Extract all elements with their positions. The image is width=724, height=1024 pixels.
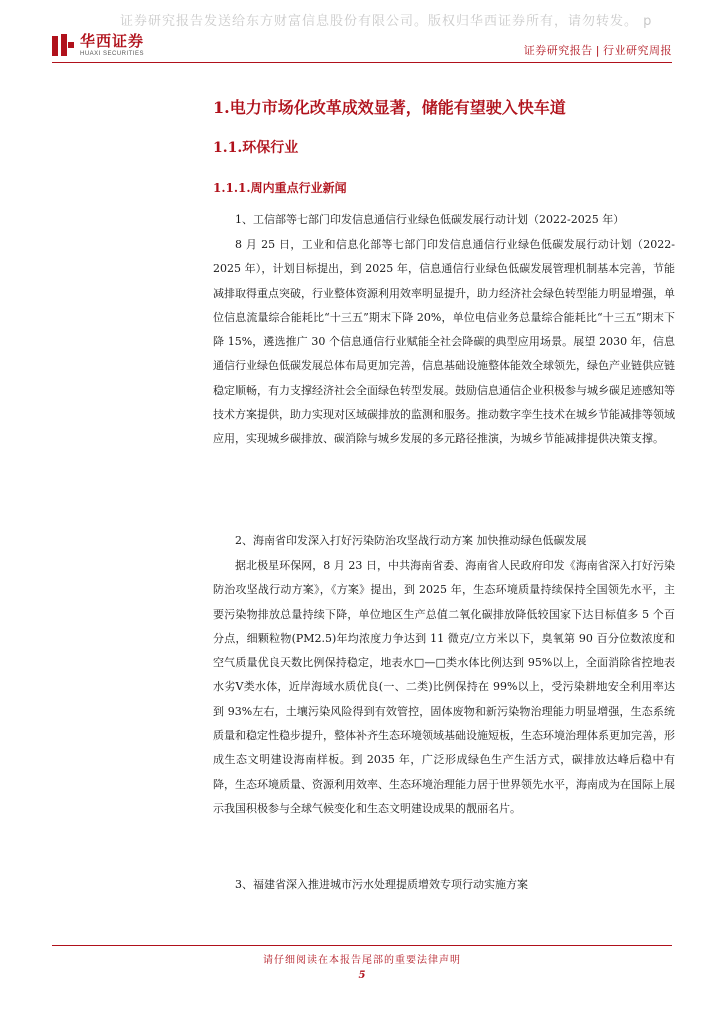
report-type-label [524,42,672,58]
footer-divider [52,945,672,946]
logo-icon [52,34,74,56]
logo-name-cn: 华西证券 [80,32,145,50]
news-item-1-body: 8 月 25 日，工业和信息化部等七部门印发信息通信行业绿色低碳发展行动计划（2022-2025 年），计划目标提出，到 2025 年，信息通信行业绿色低碳发展管理机制基本完善，节能减排取得重点突破，行业整体资源利用效率明显提升，助力经济社会绿色转型能力明显增强，单位信息流量综合能耗比“十三五”期末下降 20%，单位电信业务总量综合能耗比“十三五”期末下降 15%，遴选推广 30 个信息通信行业赋能全社会降碳的典型应用场景。展望 2030 年，信息通信行业绿色低碳发展总体布局更加完善，信息基础设施整体能效全球领先，绿色产业链供应链稳定顺畅，有力支撑经济社会全面绿色转型发展。鼓励信息通信企业积极参与城乡碳足迹感知等技术方案提供，助力实现对区域碳排放的监测和服务。推动数字孪生技术在城乡节能减排等领域应用，实现城乡碳排放、碳消除与城乡发展的多元路径推演，为城乡节能减排提供决策支撑。 [213,238,675,446]
company-logo [52,33,144,57]
section-heading-1-1: 1.1.环保行业 [213,140,299,156]
watermark-text: 证券研究报告发送给东方财富信息股份有限公司。版权归华西证券所有，请勿转发。 p [120,14,653,29]
report-type-right: 行业研究周报 [603,44,672,57]
logo-name-en: HUAXI SECURITIES [80,51,145,57]
header-divider [52,62,672,63]
section-heading-1-1-1: 1.1.1.周内重点行业新闻 [213,181,347,195]
news-item-3-title: 3、福建省深入推进城市污水处理提质增效专项行动实施方案 [235,878,528,891]
news-item-2-title: 2、海南省印发深入打好污染防治攻坚战行动方案 加快推动绿色低碳发展 [235,534,587,547]
legal-disclaimer-note: 请仔细阅读在本报告尾部的重要法律声明 [263,955,461,966]
page-number: 5 [358,970,366,981]
report-type-left: 证券研究报告 [523,44,593,57]
news-item-2-body: 据北极星环保网，8 月 23 日，中共海南省委、海南省人民政府印发《海南省深入打好污染防治攻坚战行动方案》，《方案》提出，到 2025 年，生态环境质量持续保持全国领先水平，主要污染物排放总量持续下降，单位地区生产总值二氧化碳排放降低较国家下达目标值多 5 个百分点，细颗粒物(PM2.5)年均浓度力争达到 11 微克/立方米以下，臭氧第 90 百分位数浓度和空气质量优良天数比例保持稳定，地表水□—□类水体比例达到 95%以上，全面消除省控地表水劣Ⅴ类水体，近岸海域水质优良(一、二类)比例保持在 99%以上，受污染耕地安全利用率达到 93%左右，土壤污染风险得到有效管控，固体废物和新污染物治理能力明显增强，生态系统质量和稳定性稳步提升，整体补齐生态环境领域基础设施短板，生态环境治理体系更加完善，形成生态文明建设海南样板。到 2035 年，广泛形成绿色生产生活方式，碳排放达峰后稳中有降，生态环境质量、资源利用效率、生态环境治理能力居于世界领先水平，海南成为在国际上展示我国积极参与全球气候变化和生态文明建设成果的靓丽名片。 [213,559,675,815]
news-item-1-title: 1、工信部等七部门印发信息通信行业绿色低碳发展行动计划（2022-2025 年） [235,213,625,226]
report-type-separator: | [595,44,600,57]
section-heading-1: 1.电力市场化改革成效显著，储能有望驶入快车道 [213,98,566,117]
